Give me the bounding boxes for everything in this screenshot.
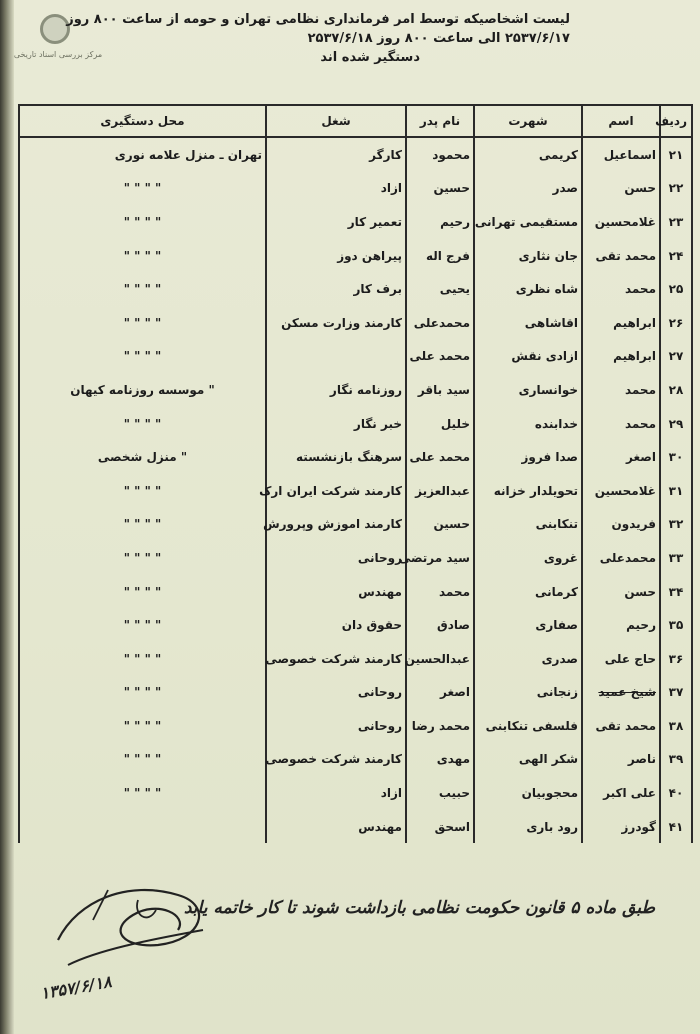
table-row — [19, 776, 692, 810]
cell-father-name: محمدعلی — [406, 306, 474, 340]
cell-occupation: کارمند شرکت خصوصی — [266, 642, 406, 676]
cell-father-name: حبیب — [406, 776, 474, 810]
cell-occupation: مهندس — [266, 575, 406, 609]
cell-father-name: اصغر — [406, 676, 474, 710]
cell-occupation: کارمند شرکت ایران ارک — [266, 474, 406, 508]
cell-row-number: ۳۵ — [660, 608, 692, 642]
cell-row-number: ۳۸ — [660, 709, 692, 743]
cell-occupation: کارگر — [266, 137, 406, 172]
cell-arrest-place: " " " " — [19, 676, 266, 710]
cell-surname: صدری — [474, 642, 582, 676]
cell-name: شیخ عمید — [582, 676, 660, 710]
cell-surname: خوانساری — [474, 373, 582, 407]
cell-occupation: سرهنگ بازنشسته — [266, 440, 406, 474]
cell-father-name: محمد علی — [406, 340, 474, 374]
cell-arrest-place — [19, 810, 266, 844]
cell-occupation: حقوق دان — [266, 608, 406, 642]
cell-name: حسن — [582, 575, 660, 609]
cell-name: گودرز — [582, 810, 660, 844]
cell-occupation: مهندس — [266, 810, 406, 844]
cell-father-name: رحیم — [406, 205, 474, 239]
cell-row-number: ۴۱ — [660, 810, 692, 844]
cell-name: حاج علی — [582, 642, 660, 676]
table-row — [19, 474, 692, 508]
table-row — [19, 137, 692, 172]
table-row — [19, 508, 692, 542]
cell-surname: تحویلدار خزانه — [474, 474, 582, 508]
handwritten-note: طبق ماده ۵ قانون حکومت نظامی بازداشت شوند تا کار خاتمه یابد — [183, 898, 655, 918]
cell-occupation: خبر نگار — [266, 407, 406, 441]
cell-surname: کریمی — [474, 137, 582, 172]
cell-occupation: ازاد — [266, 776, 406, 810]
cell-arrest-place: " " " " — [19, 340, 266, 374]
cell-row-number: ۳۰ — [660, 440, 692, 474]
col-header-name: اسم — [582, 105, 660, 137]
cell-father-name: محمود — [406, 137, 474, 172]
cell-arrest-place: " " " " — [19, 541, 266, 575]
cell-name: اصغر — [582, 440, 660, 474]
cell-name: ابراهیم — [582, 340, 660, 374]
cell-arrest-place: " " " " — [19, 239, 266, 273]
cell-row-number: ۲۳ — [660, 205, 692, 239]
cell-surname: رود باری — [474, 810, 582, 844]
cell-row-number: ۳۴ — [660, 575, 692, 609]
col-header-father: نام پدر — [406, 105, 474, 137]
col-header-row-no: ردیف — [660, 105, 692, 137]
cell-father-name: محمد رضا — [406, 709, 474, 743]
cell-father-name: عبدالعزیز — [406, 474, 474, 508]
cell-arrest-place: " " " " — [19, 709, 266, 743]
cell-arrest-place: " " " " — [19, 306, 266, 340]
cell-row-number: ۳۹ — [660, 743, 692, 777]
cell-father-name: حسین — [406, 172, 474, 206]
cell-name: محمد تقی — [582, 239, 660, 273]
cell-father-name: فرج اله — [406, 239, 474, 273]
cell-father-name: خلیل — [406, 407, 474, 441]
cell-arrest-place: " " " " — [19, 172, 266, 206]
cell-surname: غروی — [474, 541, 582, 575]
table-row — [19, 541, 692, 575]
cell-occupation: کارمند شرکت خصوصی — [266, 743, 406, 777]
cell-arrest-place: " " " " — [19, 407, 266, 441]
header-line-3: دستگیر شده اند — [320, 50, 420, 65]
archive-logo-text: مرکز بررسی اسناد تاریخی — [13, 50, 103, 59]
cell-surname: تنکابنی — [474, 508, 582, 542]
cell-father-name: سید باقر — [406, 373, 474, 407]
cell-father-name: مهدی — [406, 743, 474, 777]
cell-father-name: اسحق — [406, 810, 474, 844]
cell-row-number: ۴۰ — [660, 776, 692, 810]
table-row — [19, 272, 692, 306]
table-row — [19, 306, 692, 340]
cell-row-number: ۳۶ — [660, 642, 692, 676]
cell-arrest-place: " " " " — [19, 776, 266, 810]
cell-name: غلامحسین — [582, 205, 660, 239]
cell-father-name: سید مرتضی — [406, 541, 474, 575]
table-row — [19, 709, 692, 743]
cell-row-number: ۲۹ — [660, 407, 692, 441]
cell-arrest-place: " " " " — [19, 608, 266, 642]
table-row — [19, 373, 692, 407]
table-row — [19, 743, 692, 777]
cell-arrest-place: " موسسه روزنامه کیهان — [19, 373, 266, 407]
cell-surname: جان نثاری — [474, 239, 582, 273]
cell-row-number: ۲۲ — [660, 172, 692, 206]
cell-occupation: روزنامه نگار — [266, 373, 406, 407]
cell-name: محمد — [582, 272, 660, 306]
cell-arrest-place: " " " " — [19, 272, 266, 306]
cell-occupation: کارمند اموزش وپرورش — [266, 508, 406, 542]
cell-surname: کرمانی — [474, 575, 582, 609]
cell-name: حسن — [582, 172, 660, 206]
cell-name: اسماعیل — [582, 137, 660, 172]
table-row — [19, 642, 692, 676]
cell-occupation: ازاد — [266, 172, 406, 206]
cell-row-number: ۳۱ — [660, 474, 692, 508]
table-row — [19, 575, 692, 609]
cell-row-number: ۲۸ — [660, 373, 692, 407]
table-row — [19, 239, 692, 273]
cell-name: محمدعلی — [582, 541, 660, 575]
cell-name: ابراهیم — [582, 306, 660, 340]
table-row — [19, 205, 692, 239]
table-row — [19, 340, 692, 374]
cell-arrest-place: تهران ـ منزل علامه نوری — [19, 137, 266, 172]
table-row — [19, 172, 692, 206]
cell-father-name: صادق — [406, 608, 474, 642]
cell-father-name: حسین — [406, 508, 474, 542]
cell-name: محمد — [582, 407, 660, 441]
cell-surname: صدا فروز — [474, 440, 582, 474]
signature-date: ۱۳۵۷/۶/۱۸ — [38, 971, 113, 1004]
cell-surname: محجوبیان — [474, 776, 582, 810]
cell-surname: شاه نظری — [474, 272, 582, 306]
cell-name: محمد — [582, 373, 660, 407]
cell-occupation: پیراهن دوز — [266, 239, 406, 273]
table-row — [19, 440, 692, 474]
cell-arrest-place: " " " " — [19, 642, 266, 676]
cell-name: فریدون — [582, 508, 660, 542]
cell-surname: اقاشاهی — [474, 306, 582, 340]
cell-occupation: برف کار — [266, 272, 406, 306]
cell-name: رحیم — [582, 608, 660, 642]
cell-occupation: روحانی — [266, 541, 406, 575]
cell-occupation: روحانی — [266, 676, 406, 710]
table-row — [19, 407, 692, 441]
cell-arrest-place: " " " " — [19, 508, 266, 542]
cell-name: محمد تقی — [582, 709, 660, 743]
cell-occupation — [266, 340, 406, 374]
table-header-row — [19, 105, 692, 137]
cell-row-number: ۲۱ — [660, 137, 692, 172]
table-row — [19, 676, 692, 710]
cell-father-name: محمد — [406, 575, 474, 609]
cell-arrest-place: " " " " — [19, 743, 266, 777]
scan-edge-shadow — [0, 0, 14, 1034]
col-header-job: شغل — [266, 105, 406, 137]
cell-arrest-place: " " " " — [19, 205, 266, 239]
cell-occupation: تعمیر کار — [266, 205, 406, 239]
cell-father-name: یحیی — [406, 272, 474, 306]
cell-arrest-place: " منزل شخصی — [19, 440, 266, 474]
table-row — [19, 810, 692, 844]
cell-row-number: ۲۶ — [660, 306, 692, 340]
cell-surname: فلسفی تنکابنی — [474, 709, 582, 743]
cell-row-number: ۲۷ — [660, 340, 692, 374]
cell-row-number: ۲۵ — [660, 272, 692, 306]
cell-father-name: محمد علی — [406, 440, 474, 474]
cell-father-name: عبدالحسین — [406, 642, 474, 676]
cell-arrest-place: " " " " — [19, 474, 266, 508]
cell-name: علی اکبر — [582, 776, 660, 810]
detainee-table — [18, 104, 693, 843]
cell-surname: زنجانی — [474, 676, 582, 710]
cell-row-number: ۳۲ — [660, 508, 692, 542]
cell-name: غلامحسین — [582, 474, 660, 508]
col-header-place: محل دستگیری — [19, 105, 266, 137]
cell-surname: شکر الهی — [474, 743, 582, 777]
document-header — [66, 10, 570, 67]
cell-surname: صفاری — [474, 608, 582, 642]
cell-row-number: ۳۷ — [660, 676, 692, 710]
cell-arrest-place: " " " " — [19, 575, 266, 609]
cell-occupation: روحانی — [266, 709, 406, 743]
header-line-2: ۲۵۳۷/۶/۱۷ الی ساعت ۸۰۰ روز ۲۵۳۷/۶/۱۸ — [307, 31, 570, 46]
cell-row-number: ۲۴ — [660, 239, 692, 273]
col-header-surname: شهرت — [474, 105, 582, 137]
table-row — [19, 608, 692, 642]
cell-surname: مستقیمی تهرانی — [474, 205, 582, 239]
cell-name: ناصر — [582, 743, 660, 777]
cell-occupation: کارمند وزارت مسکن — [266, 306, 406, 340]
header-line-1: لیست اشخاصیکه توسط امر فرمانداری نظامی تهران و حومه از ساعت ۸۰۰ روز — [66, 12, 570, 27]
cell-surname: ازادی نقش — [474, 340, 582, 374]
cell-surname: صدر — [474, 172, 582, 206]
cell-row-number: ۳۳ — [660, 541, 692, 575]
cell-surname: خدابنده — [474, 407, 582, 441]
